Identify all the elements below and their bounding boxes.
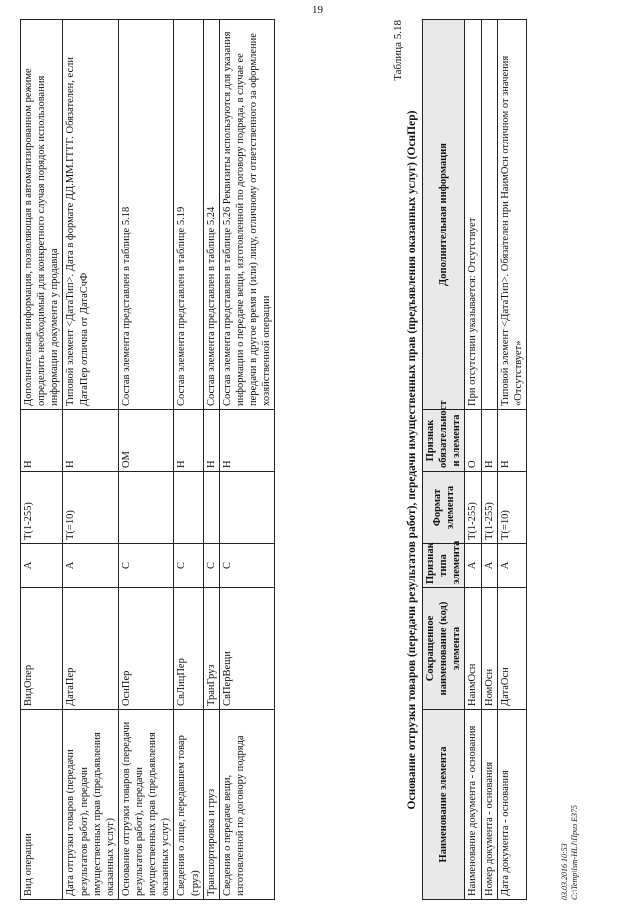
cell-name: Сведения о передаче вещи, изготовленной по договору подряда xyxy=(219,710,275,900)
cell-code: НомОсн xyxy=(481,588,497,710)
table-row xyxy=(203,20,219,900)
elements-table xyxy=(20,19,275,900)
header-code: Сокращенное наименование (код) элемента xyxy=(423,588,465,710)
cell-code: ДатаПер xyxy=(63,588,119,710)
cell-required: О xyxy=(465,410,481,472)
cell-name: Сведения о лице, передавшем товар (груз) xyxy=(174,710,203,900)
cell-required: Н xyxy=(174,410,203,472)
cell-info: Состав элемента представлен в таблице 5.19 xyxy=(174,20,203,410)
cell-name: Дата документа - основания xyxy=(497,710,526,900)
table-number: Таблица 5.18 xyxy=(392,20,404,81)
cell-code: ТранГруз xyxy=(203,588,219,710)
cell-info: При отсутствии указывается: Отсутствует xyxy=(465,20,481,410)
table-header-row xyxy=(423,20,465,900)
cell-required: ОМ xyxy=(118,410,174,472)
file-footer xyxy=(560,805,581,900)
table-row xyxy=(174,20,203,900)
cell-type: С xyxy=(118,544,174,588)
cell-format xyxy=(203,472,219,544)
page-number: 19 xyxy=(312,4,323,16)
cell-code: НаимОсн xyxy=(465,588,481,710)
table-title: Основание отгрузки товаров (передачи результатов работ), передачи имущественных прав (предъявления оказанных услуг) (ОснПер) xyxy=(406,110,418,810)
cell-format xyxy=(118,472,174,544)
cell-name: Транспортировка и груз xyxy=(203,710,219,900)
header-required: Признак обязательност и элемента xyxy=(423,410,465,472)
cell-code: СвЛицПер xyxy=(174,588,203,710)
header-name: Наименование элемента xyxy=(423,710,465,900)
cell-info: Типовой элемент <ДатаТип>. Дата в формате ДД.ММ.ГГГГ. Обязателен, если ДатаПер отлична от ДатаСчФ xyxy=(63,20,119,410)
cell-info: Состав элемента представлен в таблице 5.18 xyxy=(118,20,174,410)
header-info: Дополнительная информация xyxy=(423,20,465,410)
cell-format: Т(=10) xyxy=(63,472,119,544)
cell-type: А xyxy=(63,544,119,588)
table-row xyxy=(481,20,497,900)
cell-type: А xyxy=(497,544,526,588)
table-row xyxy=(63,20,119,900)
rotated-page-content xyxy=(20,20,620,900)
table-row xyxy=(219,20,275,900)
cell-type: С xyxy=(219,544,275,588)
cell-name: Основание отгрузки товаров (передачи результатов работ), передачи имущественных прав (предъявления оказанных услуг) xyxy=(118,710,174,900)
cell-type: А xyxy=(481,544,497,588)
cell-type: С xyxy=(203,544,219,588)
cell-name: Наименование документа - основания xyxy=(465,710,481,900)
cell-code: ДатаОсн xyxy=(497,588,526,710)
cell-info: Типовой элемент <ДатаТип>. Обязателен при НаимОсн отличном от значения «Отсутствует» xyxy=(497,20,526,410)
cell-type: А xyxy=(465,544,481,588)
header-type: Признак типа элемента xyxy=(423,544,465,588)
cell-required: Н xyxy=(497,410,526,472)
footer-timestamp: 03.03.2016 10:53 xyxy=(560,843,569,900)
cell-format xyxy=(174,472,203,544)
cell-format xyxy=(219,472,275,544)
cell-code: ОснПер xyxy=(118,588,174,710)
table-row xyxy=(21,20,63,900)
footer-path: С:\Temp\lsm-HLJ\Приз Е375 xyxy=(570,804,580,900)
cell-name: Номер документа - основания xyxy=(481,710,497,900)
table-row xyxy=(497,20,526,900)
cell-info: Состав элемента представлен в таблице 5.24 xyxy=(203,20,219,410)
cell-name: Вид операции xyxy=(21,710,63,900)
cell-name: Дата отгрузки товаров (передачи результатов работ), передачи имущественных прав (предъявления оказанных услуг) xyxy=(63,710,119,900)
cell-required: Н xyxy=(63,410,119,472)
cell-type: С xyxy=(174,544,203,588)
cell-type: А xyxy=(21,544,63,588)
cell-required: Н xyxy=(481,410,497,472)
cell-format: Т(=10) xyxy=(497,472,526,544)
table-row xyxy=(118,20,174,900)
table-row xyxy=(465,20,481,900)
cell-format: Т(1-255) xyxy=(481,472,497,544)
cell-code: ВидОпер xyxy=(21,588,63,710)
cell-required: Н xyxy=(203,410,219,472)
cell-format: Т(1-255) xyxy=(465,472,481,544)
cell-info xyxy=(481,20,497,410)
cell-code: СвПерВещи xyxy=(219,588,275,710)
cell-required: Н xyxy=(21,410,63,472)
cell-info: Дополнительная информация, позволяющая в автоматизированном режиме определить необходимый для конкретного случая порядок использования информации документа у продавца xyxy=(21,20,63,410)
header-format: Формат элемента xyxy=(423,472,465,544)
cell-required: Н xyxy=(219,410,275,472)
osnper-table xyxy=(422,19,527,900)
cell-format: Т(1-255) xyxy=(21,472,63,544)
cell-info: Состав элемента представлен в таблице 5.26 Реквизиты используются для указания информации о передаче вещи, изготовленной по договору подряда, в случае ее передачи в другое время и (или) лицу, отличному от ответственного за оформление хозяйственной операции xyxy=(219,20,275,410)
